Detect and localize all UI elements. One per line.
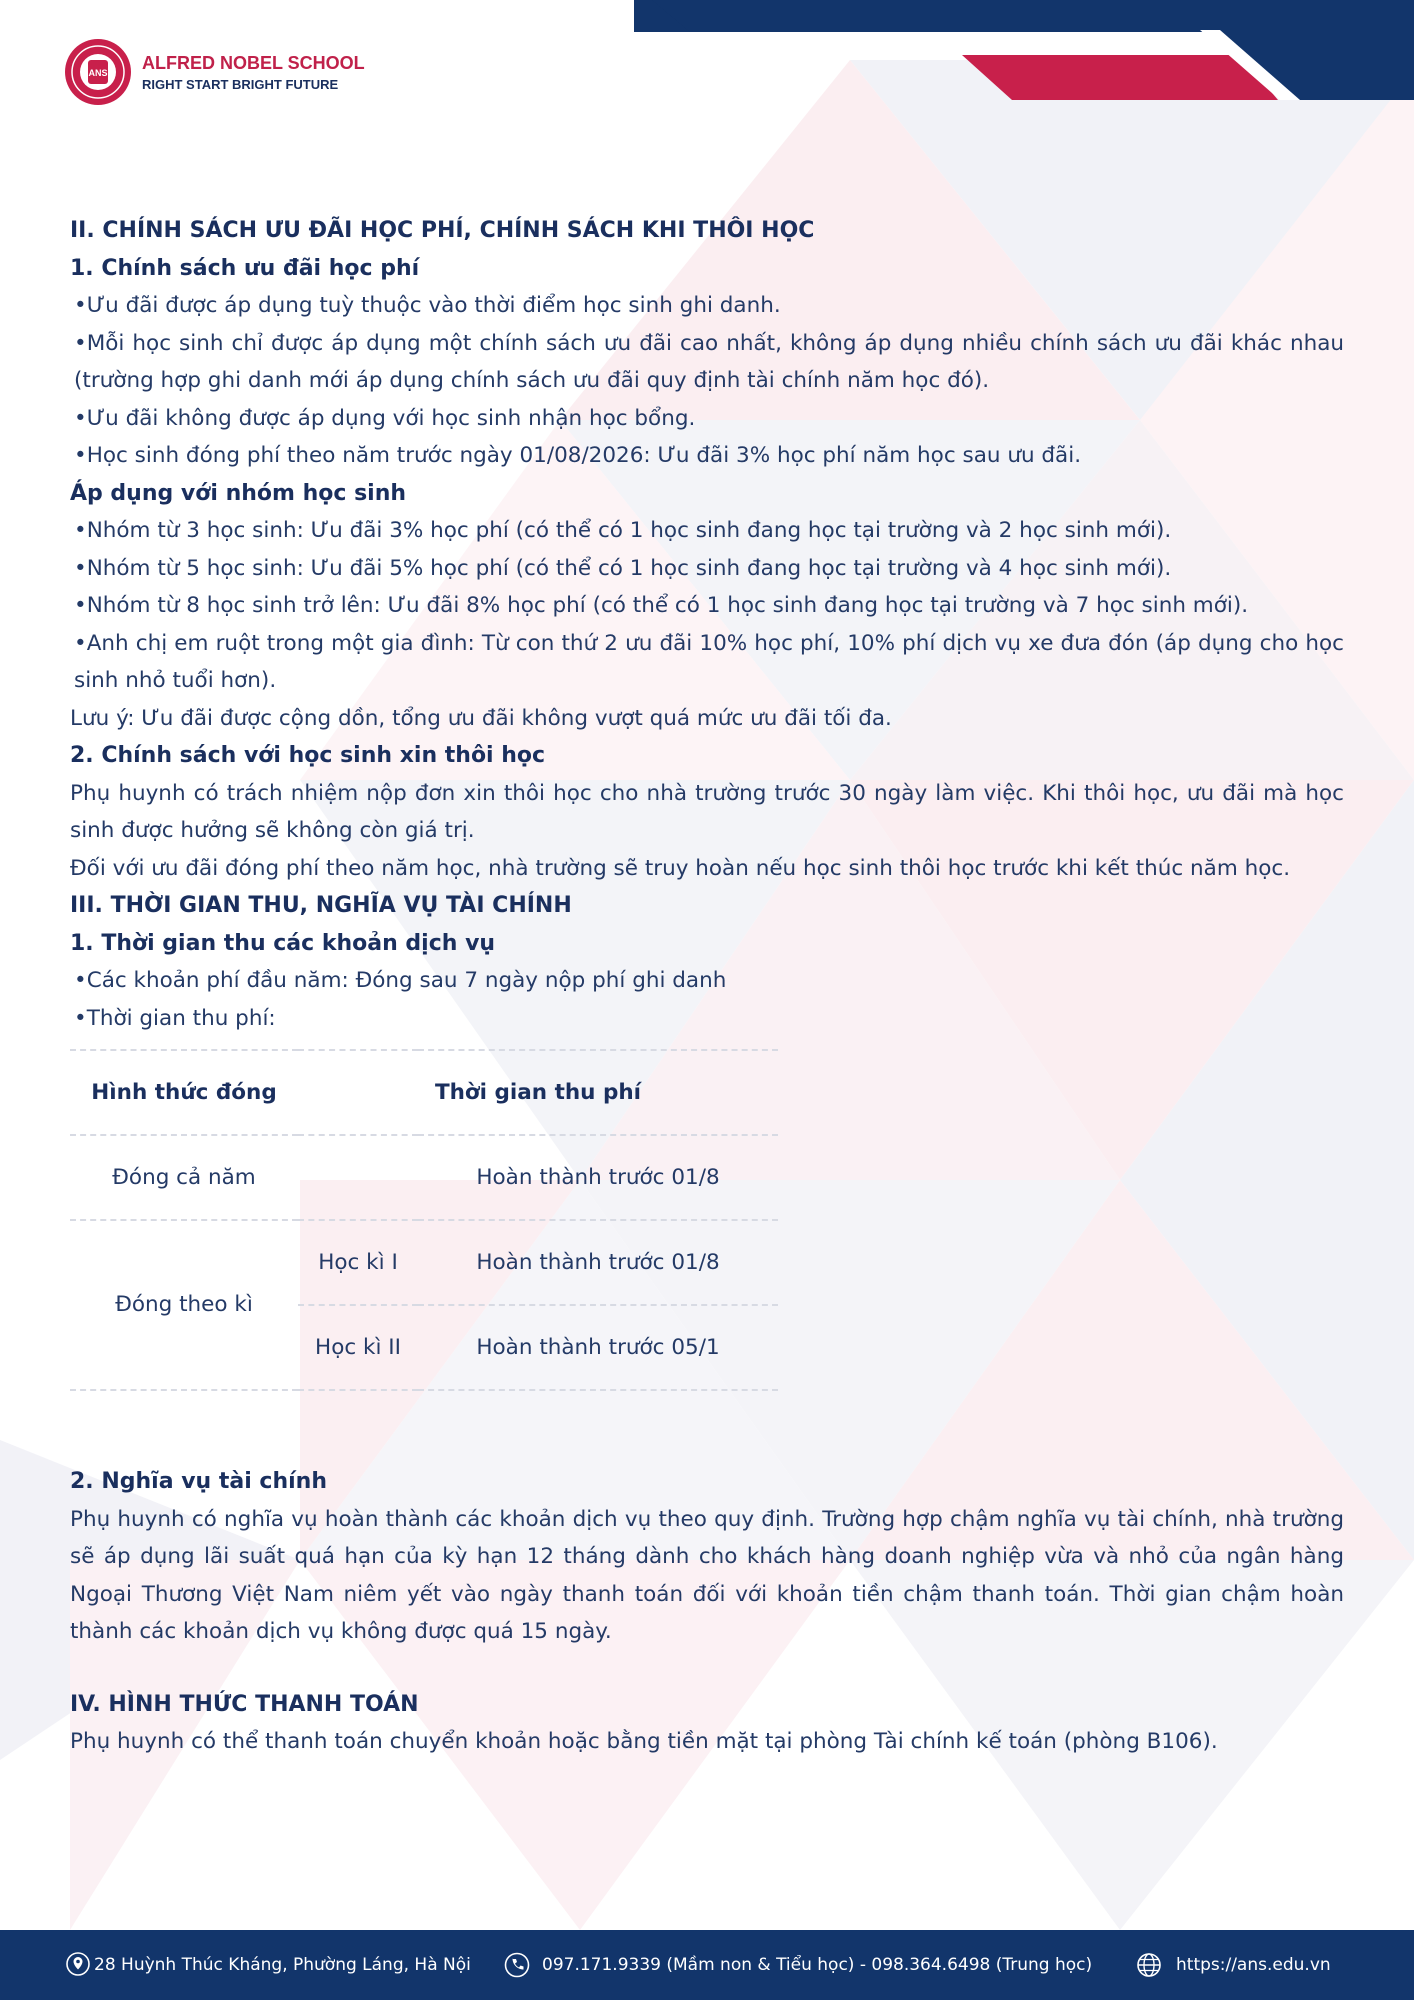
section-2-1-title: 1. Chính sách ưu đãi học phí <box>70 255 420 281</box>
section-2-2-title: 2. Chính sách với học sinh xin thôi học <box>70 743 546 768</box>
fee-schedule-table <box>70 1049 778 1391</box>
group-discount-title: Áp dụng với nhóm học sinh <box>70 480 407 506</box>
footer-address <box>66 1952 471 1978</box>
footer-bar <box>0 1930 1414 2000</box>
list-item: • Học sinh đóng phí theo năm trước ngày 01/08/2026: Ưu đãi 3% học phí năm học sau ưu đãi. <box>70 437 1344 475</box>
globe-icon <box>1136 1952 1162 1978</box>
footer-phone <box>504 1952 1092 1978</box>
table-cell: Học kì II <box>298 1305 418 1390</box>
table-cell: Hoàn thành trước 05/1 <box>418 1305 778 1390</box>
table-header: Thời gian thu phí <box>298 1050 778 1135</box>
table-row <box>70 1220 778 1305</box>
phone-text: 097.171.9339 (Mầm non & Tiểu học) - 098.364.6498 (Trung học) <box>542 1955 1093 1975</box>
table-row <box>70 1135 778 1220</box>
table-cell: Hoàn thành trước 01/8 <box>418 1220 778 1305</box>
school-seal-icon <box>64 38 132 106</box>
table-cell: Hoàn thành trước 01/8 <box>418 1135 778 1220</box>
list-item: • Thời gian thu phí: <box>70 1000 1344 1038</box>
payment-method-paragraph: Phụ huynh có thể thanh toán chuyển khoản hoặc bằng tiền mặt tại phòng Tài chính kế toán (phòng B106). <box>70 1729 1218 1754</box>
discount-note: Lưu ý: Ưu đãi được cộng dồn, tổng ưu đãi không vượt quá mức ưu đãi tối đa. <box>70 705 892 731</box>
list-item: • Các khoản phí đầu năm: Đóng sau 7 ngày nộp phí ghi danh <box>70 962 1344 1000</box>
phone-icon <box>504 1952 530 1978</box>
list-item: • Nhóm từ 8 học sinh trở lên: Ưu đãi 8% học phí (có thể có 1 học sinh đang học tại trường và 7 học sinh mới). <box>70 587 1344 625</box>
list-item: • Nhóm từ 5 học sinh: Ưu đãi 5% học phí (có thể có 1 học sinh đang học tại trường và 4 học sinh mới). <box>70 550 1344 588</box>
financial-obligation-paragraph: Phụ huynh có nghĩa vụ hoàn thành các khoản dịch vụ theo quy định. Trường hợp chậm nghĩa vụ tài chính, nhà trường sẽ áp dụng lãi suất quá hạn của kỳ hạn 12 tháng dành cho khách hàng doanh nghiệp vừa và nhỏ của ngân hàng Ngoại Thương Việt Nam niêm yết vào ngày thanh toán đối với khoản tiền chậm thanh toán. Thời gian chậm hoàn thành các khoản dịch vụ không được quá 15 ngày. <box>70 1506 1344 1644</box>
withdrawal-paragraph: Phụ huynh có trách nhiệm nộp đơn xin thôi học cho nhà trường trước 30 ngày làm việc. Khi thôi học, ưu đãi mà học sinh được hưởng sẽ không còn giá trị. <box>70 780 1344 843</box>
document-body <box>70 212 1344 1761</box>
refund-paragraph: Đối với ưu đãi đóng phí theo năm học, nhà trường sẽ truy hoàn nếu học sinh thôi học trước khi kết thúc năm học. <box>70 855 1291 881</box>
section-3-2-title: 2. Nghĩa vụ tài chính <box>70 1469 327 1494</box>
address-text: 28 Huỳnh Thúc Kháng, Phường Láng, Hà Nội <box>94 1955 471 1975</box>
section-3-1-title: 1. Thời gian thu các khoản dịch vụ <box>70 930 496 956</box>
list-item: • Ưu đãi không được áp dụng với học sinh nhận học bổng. <box>70 400 1344 438</box>
school-name: ALFRED NOBEL SCHOOL <box>142 52 365 73</box>
table-cell: Học kì I <box>298 1220 418 1305</box>
section-3-title: III. THỜI GIAN THU, NGHĨA VỤ TÀI CHÍNH <box>70 893 572 918</box>
school-slogan: RIGHT START BRIGHT FUTURE <box>142 76 339 92</box>
section-2-title: II. CHÍNH SÁCH ƯU ĐÃI HỌC PHÍ, CHÍNH SÁCH KHI THÔI HỌC <box>70 218 815 243</box>
table-cell: Đóng cả năm <box>70 1135 298 1220</box>
table-cell <box>298 1135 418 1220</box>
list-item: • Mỗi học sinh chỉ được áp dụng một chính sách ưu đãi cao nhất, không áp dụng nhiều chính sách ưu đãi khác nhau (trường hợp ghi danh mới áp dụng chính sách ưu đãi quy định tài chính năm học đó). <box>70 325 1344 400</box>
list-item: • Ưu đãi được áp dụng tuỳ thuộc vào thời điểm học sinh ghi danh. <box>70 287 1344 325</box>
school-logo <box>64 38 365 106</box>
website-link[interactable]: https://ans.edu.vn <box>1176 1955 1331 1975</box>
location-pin-icon <box>66 1952 90 1978</box>
svg-text:ANS: ANS <box>88 68 108 78</box>
table-cell: Đóng theo kì <box>70 1220 298 1390</box>
table-header: Hình thức đóng <box>70 1050 298 1135</box>
section-4-title: IV. HÌNH THỨC THANH TOÁN <box>70 1691 419 1717</box>
list-item: • Nhóm từ 3 học sinh: Ưu đãi 3% học phí (có thể có 1 học sinh đang học tại trường và 2 học sinh mới). <box>70 512 1344 550</box>
list-item: • Anh chị em ruột trong một gia đình: Từ con thứ 2 ưu đãi 10% học phí, 10% phí dịch vụ xe đưa đón (áp dụng cho học sinh nhỏ tuổi hơn). <box>70 625 1344 700</box>
footer-website[interactable] <box>1136 1952 1331 1978</box>
